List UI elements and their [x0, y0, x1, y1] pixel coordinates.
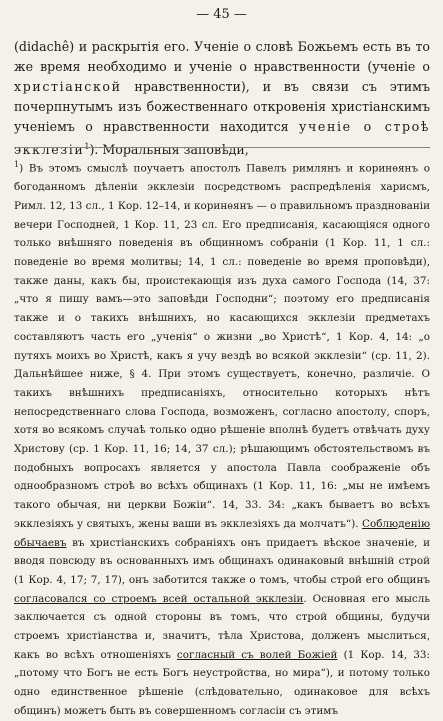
main-text-spaced-christian: христіанской [14, 79, 122, 95]
footnote-underlined-structure: согласовался со строемъ всей остальной экклезіи [14, 592, 304, 605]
footnote-text-1: ) Въ этомъ смыслѣ поучаетъ апостолъ Павелъ римлянъ и коринѳянъ о богоданномъ дѣленіи экклезіи посредствомъ распредѣленія харисмъ, Римл. 12, 13 сл., 1 Кор. 12–14, и коринѳянъ — о правильномъ празднованіи вечери Господней, 1 Кор. 11, 23 сл. Его предписанія, касающіяся одного только внѣшняго поведенія въ общинномъ собраніи (1 Кор. 11, 1 сл.: поведеніе во время молитвы; 14, 1 сл.: поведеніе во время проповѣди), также даны, какъ бы, проистекающія изъ духа самого Господа (14, 37: „что я пишу вамъ—это заповѣди Господни“; поэтому его предписанія также и о такихъ внѣшнихъ, но касающихся экклезіи предметахъ составляютъ часть его „ученія“ о жизни „во Христѣ“, 1 Кор. 4, 14: „о путяхъ моихъ во Христѣ, какъ я учу вездѣ во всякой экклезіи“ (ср. 11, 2). Дальнѣйшее ниже, § 4. При этомъ существуетъ, конечно, различіе. О такихъ внѣшнихъ предписаніяхъ, относительно которыхъ нѣтъ непосредственнаго слова Господа, возможенъ, согласно апостолу, споръ, хотя во всякомъ случаѣ только одно рѣшеніе вполнѣ будетъ отвѣчать духу Христову (ср. 1 Кор. 11, 16; 14, 37 сл.); рѣшающимъ обстоятельствомъ въ подобныхъ вопросахъ является у апостола Павла соображеніе объ однообразномъ строѣ во всѣхъ общинахъ (1 Кор. 11, 16: „мы не имѣемъ такого обычая, ни церкви Божіи“. 14, 33. 34: „какъ бываетъ во всѣхъ экклезіяхъ у святыхъ, жены ваши въ экклезіяхъ да молчатъ“). [14, 162, 430, 530]
footnote-underlined-customs: Соблюденію обычаевъ [14, 517, 430, 549]
footnote-text-4: (1 Кор. 14, 33: „потому что Богъ не есть Богъ неустройства, но мира“), и потому только одно единственное рѣшеніе (слѣдовательно, одинаковое для всѣхъ общинъ) можетъ быть въ совершенномъ согласіи съ этимъ [14, 648, 430, 717]
footnote-separator [14, 147, 430, 148]
footnote-mark: 1 [14, 160, 20, 169]
main-text-spaced-ecclesia: ученіе о строѣ экклезіи [14, 119, 430, 158]
main-text-part-2: нравственности), и въ связи съ этимъ почерпнутымъ изъ божественнаго откровенія христіанскимъ ученіемъ о нравственности находится [14, 79, 430, 135]
main-text-paragraph [14, 37, 430, 161]
footnote-text-2: въ христіанскихъ собраніяхъ онъ придаетъ вѣское значеніе, и вводя повсюду въ основанныхъ имъ общинахъ одинаковый внѣшній строй (1 Кор. 4, 17; 7, 17), онъ заботится также о томъ, чтобы строй его общинъ [14, 536, 430, 586]
footnote-text-3: . Основная его мысль заключается съ одной стороны въ томъ, что строй общины, будучи строемъ христіанства и, значитъ, тѣла Христова, долженъ мыслиться, какъ во всѣхъ отношеніяхъ [14, 592, 430, 661]
footnote-paragraph [14, 156, 430, 721]
main-text-part-1: (didachê) и раскрытія его. Ученіе о словѣ Божьемъ есть въ то же время необходимо и ученіе о нравственности (ученіе о [14, 39, 430, 75]
page-number: — 45 — [196, 7, 247, 22]
footnote-underlined-will: согласный съ волей Божіей [176, 648, 338, 661]
footnote-reference-mark: 1 [84, 142, 90, 152]
main-text-part-3: ). Моральныя заповѣди, [89, 142, 249, 158]
